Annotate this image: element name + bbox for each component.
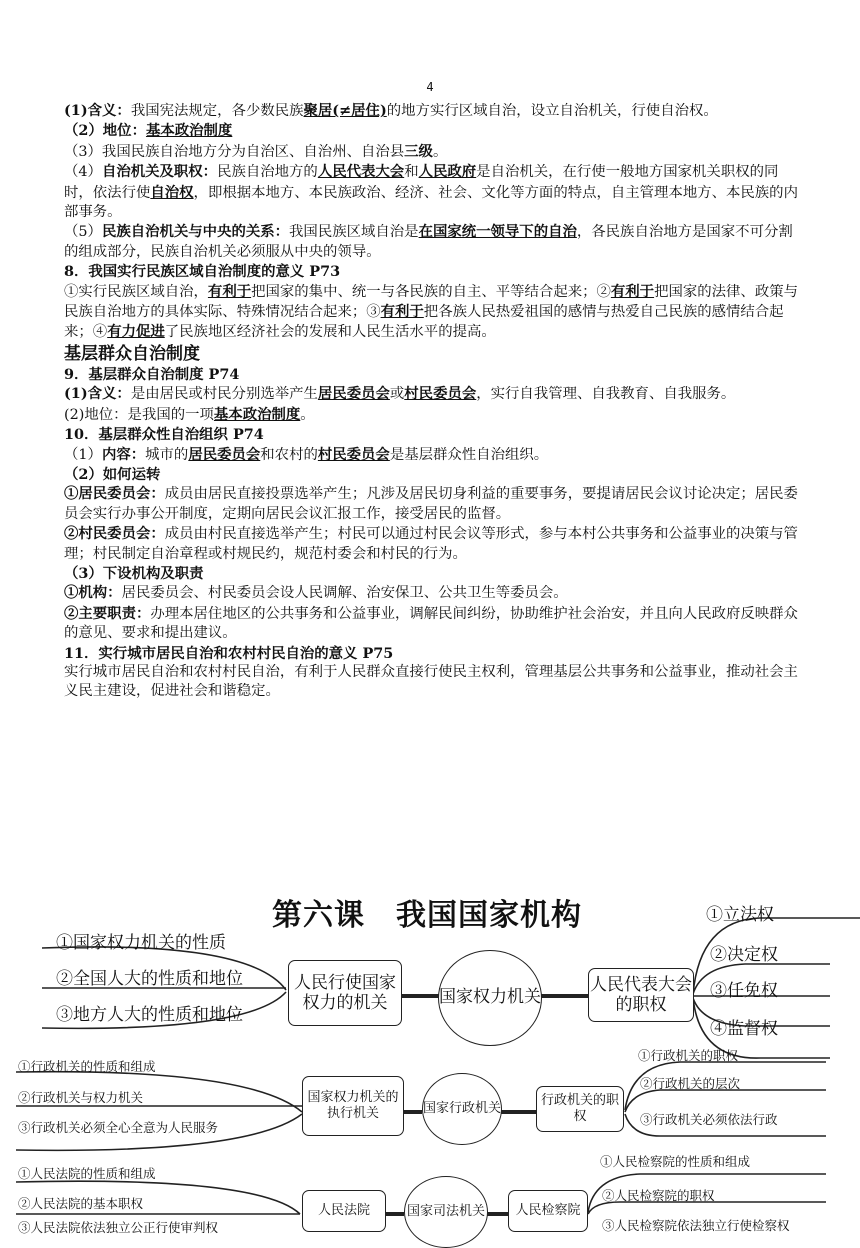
- row1-left-item: ③地方人大的性质和地位: [56, 1005, 243, 1025]
- para-10f: ①机构：居民委员会、村民委员会设人民调解、治安保卫、公共卫生等委员会。: [64, 584, 568, 602]
- para-9b: (2)地位：是我国的一项基本政治制度。: [64, 405, 315, 423]
- para-10e: （3）下设机构及职责: [64, 564, 204, 582]
- row3-center-node: 国家司法机关: [404, 1176, 488, 1248]
- row1-left-item: ①国家权力机关的性质: [56, 933, 226, 953]
- section-9-title: 9．基层群众自治制度 P74: [64, 365, 240, 383]
- section-10-title: 10．基层群众性自治组织 P74: [64, 426, 264, 444]
- mind-map-title: 第六课 我国国家机构: [272, 898, 582, 933]
- row1-left-box: 人民行使国家权力的机关: [288, 960, 402, 1026]
- para-10a: （1）内容：城市的居民委员会和农村的村民委员会是基层群众性自治组织。: [64, 445, 549, 463]
- row2-left-item: ③行政机关必须全心全意为人民服务: [18, 1120, 219, 1135]
- row2-right-item: ②行政机关的层次: [640, 1076, 741, 1091]
- para-5: （5）民族自治机关与中央的关系：我国民族区域自治是在国家统一领导下的自治，各民族自治地方是国家不可分割的组成部分，民族自治机关必须服从中央的领导。: [64, 223, 793, 260]
- page-number: 4: [426, 80, 434, 94]
- para-3: （3）我国民族自治地方分为自治区、自治州、自治县三级。: [64, 142, 448, 160]
- para-2: （2）地位：基本政治制度: [64, 122, 233, 140]
- row3-right-item: ③人民检察院依法独立行使检察权: [602, 1218, 790, 1233]
- chapter-heading: 基层群众自治制度: [64, 343, 200, 364]
- row3-right-item: ②人民检察院的职权: [602, 1188, 715, 1203]
- para-10c: ①居民委员会：成员由居民直接投票选举产生；凡涉及居民切身利益的重要事务，要提请居民会议讨论决定；居民委员会实行办事公开制度，定期向居民会议汇报工作，接受居民的监督。: [64, 485, 798, 522]
- row2-right-item: ③行政机关必须依法行政: [640, 1112, 778, 1127]
- para-10b: （2）如何运转: [64, 465, 161, 483]
- row3-left-item: ②人民法院的基本职权: [18, 1196, 144, 1211]
- row3-left-item: ①人民法院的性质和组成: [18, 1166, 156, 1181]
- row1-right-item: ④监督权: [710, 1019, 778, 1039]
- row3-left-item: ③人民法院依法独立公正行使审判权: [18, 1220, 219, 1235]
- row2-right-item: ①行政机关的职权: [638, 1048, 739, 1063]
- para-1: (1)含义：我国宪法规定，各少数民族聚居(≠居住)的地方实行区域自治，设立自治机关，行使自治权。: [64, 102, 718, 119]
- para-10d: ②村民委员会：成员由村民直接选举产生；村民可以通过村民会议等形式，参与本村公共事务和公益事业的决策与管理；村民制定自治章程或村规民约，规范村委会和村民的行为。: [64, 525, 798, 562]
- row2-left-item: ①行政机关的性质和组成: [18, 1059, 156, 1074]
- row1-center-node: 国家权力机关: [438, 950, 542, 1046]
- para-4: （4）自治机关及职权：民族自治地方的人民代表大会和人民政府是自治机关，在行使一般地方国家机关职权的同时，依法行使自治权，即根据本地方、本民族政治、经济、社会、文化等方面的特点，自主管理本地方、本民族的内部事务。: [64, 163, 798, 221]
- para-9a: (1)含义：是由居民或村民分别选举产生居民委员会或村民委员会，实行自我管理、自我教育、自我服务。: [64, 385, 736, 403]
- row1-right-item: ①立法权: [706, 905, 774, 925]
- row3-left-box: 人民法院: [302, 1190, 386, 1232]
- row2-left-box: 国家权力机关的执行机关: [302, 1076, 404, 1136]
- row2-left-item: ②行政机关与权力机关: [18, 1090, 144, 1105]
- row1-right-item: ②决定权: [710, 945, 778, 965]
- row1-right-item: ③任免权: [710, 981, 778, 1001]
- para-11: 实行城市居民自治和农村村民自治，有利于人民群众直接行使民主权利，管理基层公共事务和公益事业，推动社会主义民主建设，促进社会和谐稳定。: [64, 663, 798, 700]
- section-11-title: 11．实行城市居民自治和农村村民自治的意义 P75: [64, 644, 394, 662]
- row1-left-item: ②全国人大的性质和地位: [56, 969, 243, 989]
- row1-right-box: 人民代表大会的职权: [588, 968, 694, 1022]
- row3-right-item: ①人民检察院的性质和组成: [600, 1154, 751, 1169]
- section-8-title: 8．我国实行民族区域自治制度的意义 P73: [64, 263, 341, 281]
- mind-map-diagram: [0, 880, 860, 1235]
- para-10g: ②主要职责：办理本居住地区的公共事务和公益事业，调解民间纠纷，协助维护社会治安，并且向人民政府反映群众的意见、要求和提出建议。: [64, 604, 798, 642]
- para-8: ①实行民族区域自治，有利于把国家的集中、统一与各民族的自主、平等结合起来；②有利于把国家的法律、政策与民族自治地方的具体实际、特殊情况结合起来；③有利于把各族人民热爱祖国的感情与热爱自己民族的感情结合起来；④有力促进了民族地区经济社会的发展和人民生活水平的提高。: [64, 282, 798, 341]
- row3-right-box: 人民检察院: [508, 1190, 588, 1232]
- row2-right-box: 行政机关的职权: [536, 1086, 624, 1132]
- text-body: [64, 101, 804, 702]
- row2-center-node: 国家行政机关: [422, 1073, 502, 1145]
